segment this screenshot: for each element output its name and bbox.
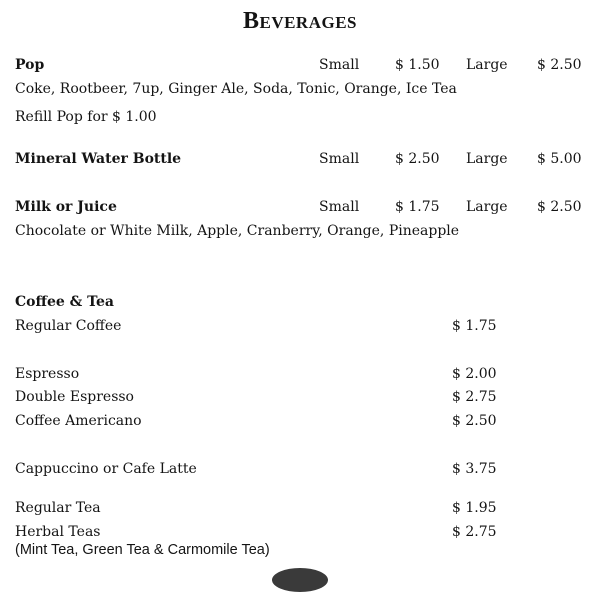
- milk-juice-small-label: Small: [319, 199, 360, 215]
- menu-item-name: Regular Tea: [15, 500, 101, 516]
- menu-item-price: $ 1.95: [452, 500, 497, 516]
- menu-title: Beverages: [242, 8, 358, 34]
- menu-item-name: Double Espresso: [15, 389, 134, 405]
- menu-item-name: Espresso: [15, 366, 80, 382]
- menu-item-price: $ 2.50: [452, 413, 497, 429]
- pop-large-label: Large: [466, 57, 508, 73]
- pop-refill: Refill Pop for $ 1.00: [15, 109, 157, 125]
- mineral-water-name: Mineral Water Bottle: [15, 151, 182, 167]
- menu-item-name: Herbal Teas: [15, 524, 101, 540]
- menu-item-name: Coffee Americano: [15, 413, 142, 429]
- mineral-water-small-price: $ 2.50: [395, 151, 440, 167]
- menu-item-price: $ 2.75: [452, 524, 497, 540]
- milk-juice-name: Milk or Juice: [15, 199, 117, 215]
- menu-item-name: Cappuccino or Cafe Latte: [15, 461, 197, 477]
- pop-small-price: $ 1.50: [395, 57, 440, 73]
- pop-small-label: Small: [319, 57, 360, 73]
- menu-item-price: $ 2.00: [452, 366, 497, 382]
- pop-name: Pop: [15, 57, 45, 73]
- mineral-water-large-price: $ 5.00: [537, 151, 582, 167]
- menu-item-name: Regular Coffee: [15, 318, 122, 334]
- milk-juice-small-price: $ 1.75: [395, 199, 440, 215]
- menu-item-price: $ 2.75: [452, 389, 497, 405]
- pop-flavors: Coke, Rootbeer, 7up, Ginger Ale, Soda, Tonic, Orange, Ice Tea: [15, 81, 457, 97]
- decorative-shape: [272, 568, 328, 592]
- pop-large-price: $ 2.50: [537, 57, 582, 73]
- mineral-water-small-label: Small: [319, 151, 360, 167]
- milk-juice-large-label: Large: [466, 199, 508, 215]
- milk-juice-options: Chocolate or White Milk, Apple, Cranberry, Orange, Pineapple: [15, 223, 460, 239]
- menu-item-price: $ 1.75: [452, 318, 497, 334]
- mineral-water-large-label: Large: [466, 151, 508, 167]
- coffee-tea-heading: Coffee & Tea: [15, 294, 114, 310]
- herbal-teas-note: (Mint Tea, Green Tea & Carmomile Tea): [15, 542, 270, 558]
- milk-juice-large-price: $ 2.50: [537, 199, 582, 215]
- menu-item-price: $ 3.75: [452, 461, 497, 477]
